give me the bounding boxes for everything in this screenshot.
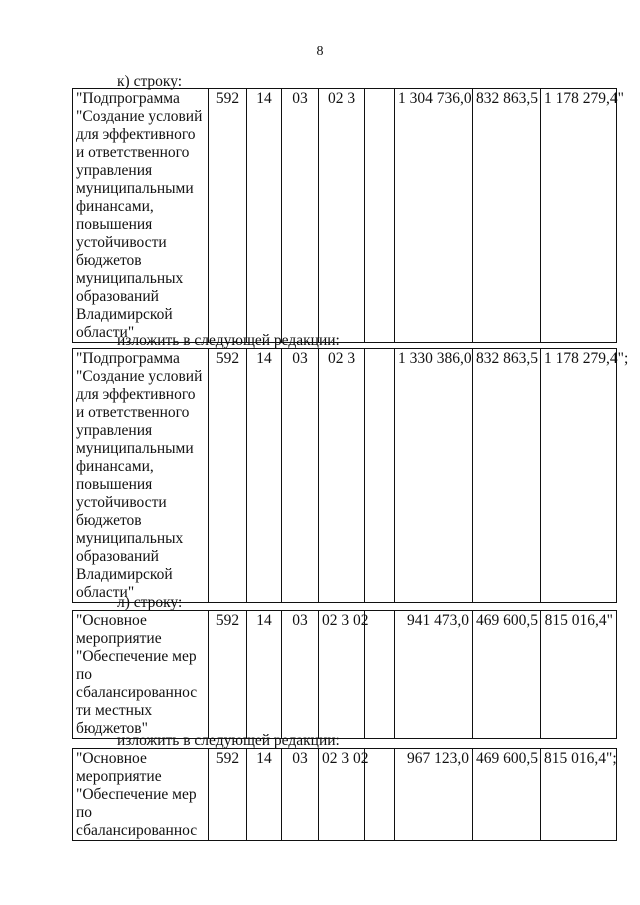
- sum-1-cell: 1 330 386,0: [395, 349, 473, 603]
- sum-3-cell: 1 178 279,4";: [541, 349, 617, 603]
- table-row: [73, 749, 617, 841]
- grbs-cell: 592: [209, 349, 247, 603]
- subsection-cell: 03: [282, 749, 319, 841]
- expense-type-cell: [365, 349, 395, 603]
- sum-1-cell: 967 123,0: [395, 749, 473, 841]
- sum-2-cell: 469 600,5: [473, 749, 541, 841]
- section-cell: 14: [247, 349, 282, 603]
- table-k-old: [72, 88, 624, 343]
- sum-2-cell: 469 600,5: [473, 611, 541, 739]
- subsection-cell: 03: [282, 349, 319, 603]
- row-name: "Основное мероприятие "Обеспечение мер по сбалансированнос: [73, 749, 209, 841]
- sum-3-cell: 815 016,4";: [541, 749, 617, 841]
- row-name: "Основное мероприятие "Обеспечение мер по сбалансированнос ти местных бюджетов": [73, 611, 209, 739]
- sum-3-cell: 1 178 279,4": [541, 89, 617, 343]
- table-l-old: [72, 610, 617, 739]
- target-article-cell: 02 3 02: [319, 611, 365, 739]
- section-cell: 14: [247, 749, 282, 841]
- table-row: [73, 349, 617, 603]
- target-article-cell: 02 3: [319, 349, 365, 603]
- subsection-cell: 03: [282, 611, 319, 739]
- sum-3-cell: 815 016,4": [541, 611, 617, 739]
- target-article-cell: 02 3 02: [319, 749, 365, 841]
- row-name: "Подпрограмма "Создание условий для эффективного и ответственного управления муниципальными финансами, повышения устойчивости бюджетов муниципальных образований Владимирской области": [73, 89, 209, 343]
- sum-2-cell: 832 863,5: [473, 349, 541, 603]
- row-name: "Подпрограмма "Создание условий для эффективного и ответственного управления муниципальными финансами, повышения устойчивости бюджетов муниципальных образований Владимирской области": [73, 349, 209, 603]
- table-l-new: [72, 748, 617, 841]
- sum-1-cell: 1 304 736,0: [395, 89, 473, 343]
- caption-k-new: изложить в следующей редакции:: [117, 332, 340, 349]
- grbs-cell: 592: [209, 611, 247, 739]
- section-cell: 14: [247, 89, 282, 343]
- expense-type-cell: [365, 749, 395, 841]
- expense-type-cell: [365, 89, 395, 343]
- section-cell: 14: [247, 611, 282, 739]
- page-number: 8: [316, 44, 324, 59]
- grbs-cell: 592: [209, 749, 247, 841]
- table-row: [73, 611, 617, 739]
- caption-l-new: изложить в следующей редакции:: [117, 732, 340, 749]
- expense-type-cell: [365, 611, 395, 739]
- grbs-cell: 592: [209, 89, 247, 343]
- sum-2-cell: 832 863,5: [473, 89, 541, 343]
- caption-k-row: к) строку:: [117, 73, 183, 90]
- caption-l-row: л) строку:: [117, 594, 183, 611]
- subsection-cell: 03: [282, 89, 319, 343]
- table-k-new: [72, 348, 629, 603]
- sum-1-cell: 941 473,0: [395, 611, 473, 739]
- table-row: [73, 89, 617, 343]
- target-article-cell: 02 3: [319, 89, 365, 343]
